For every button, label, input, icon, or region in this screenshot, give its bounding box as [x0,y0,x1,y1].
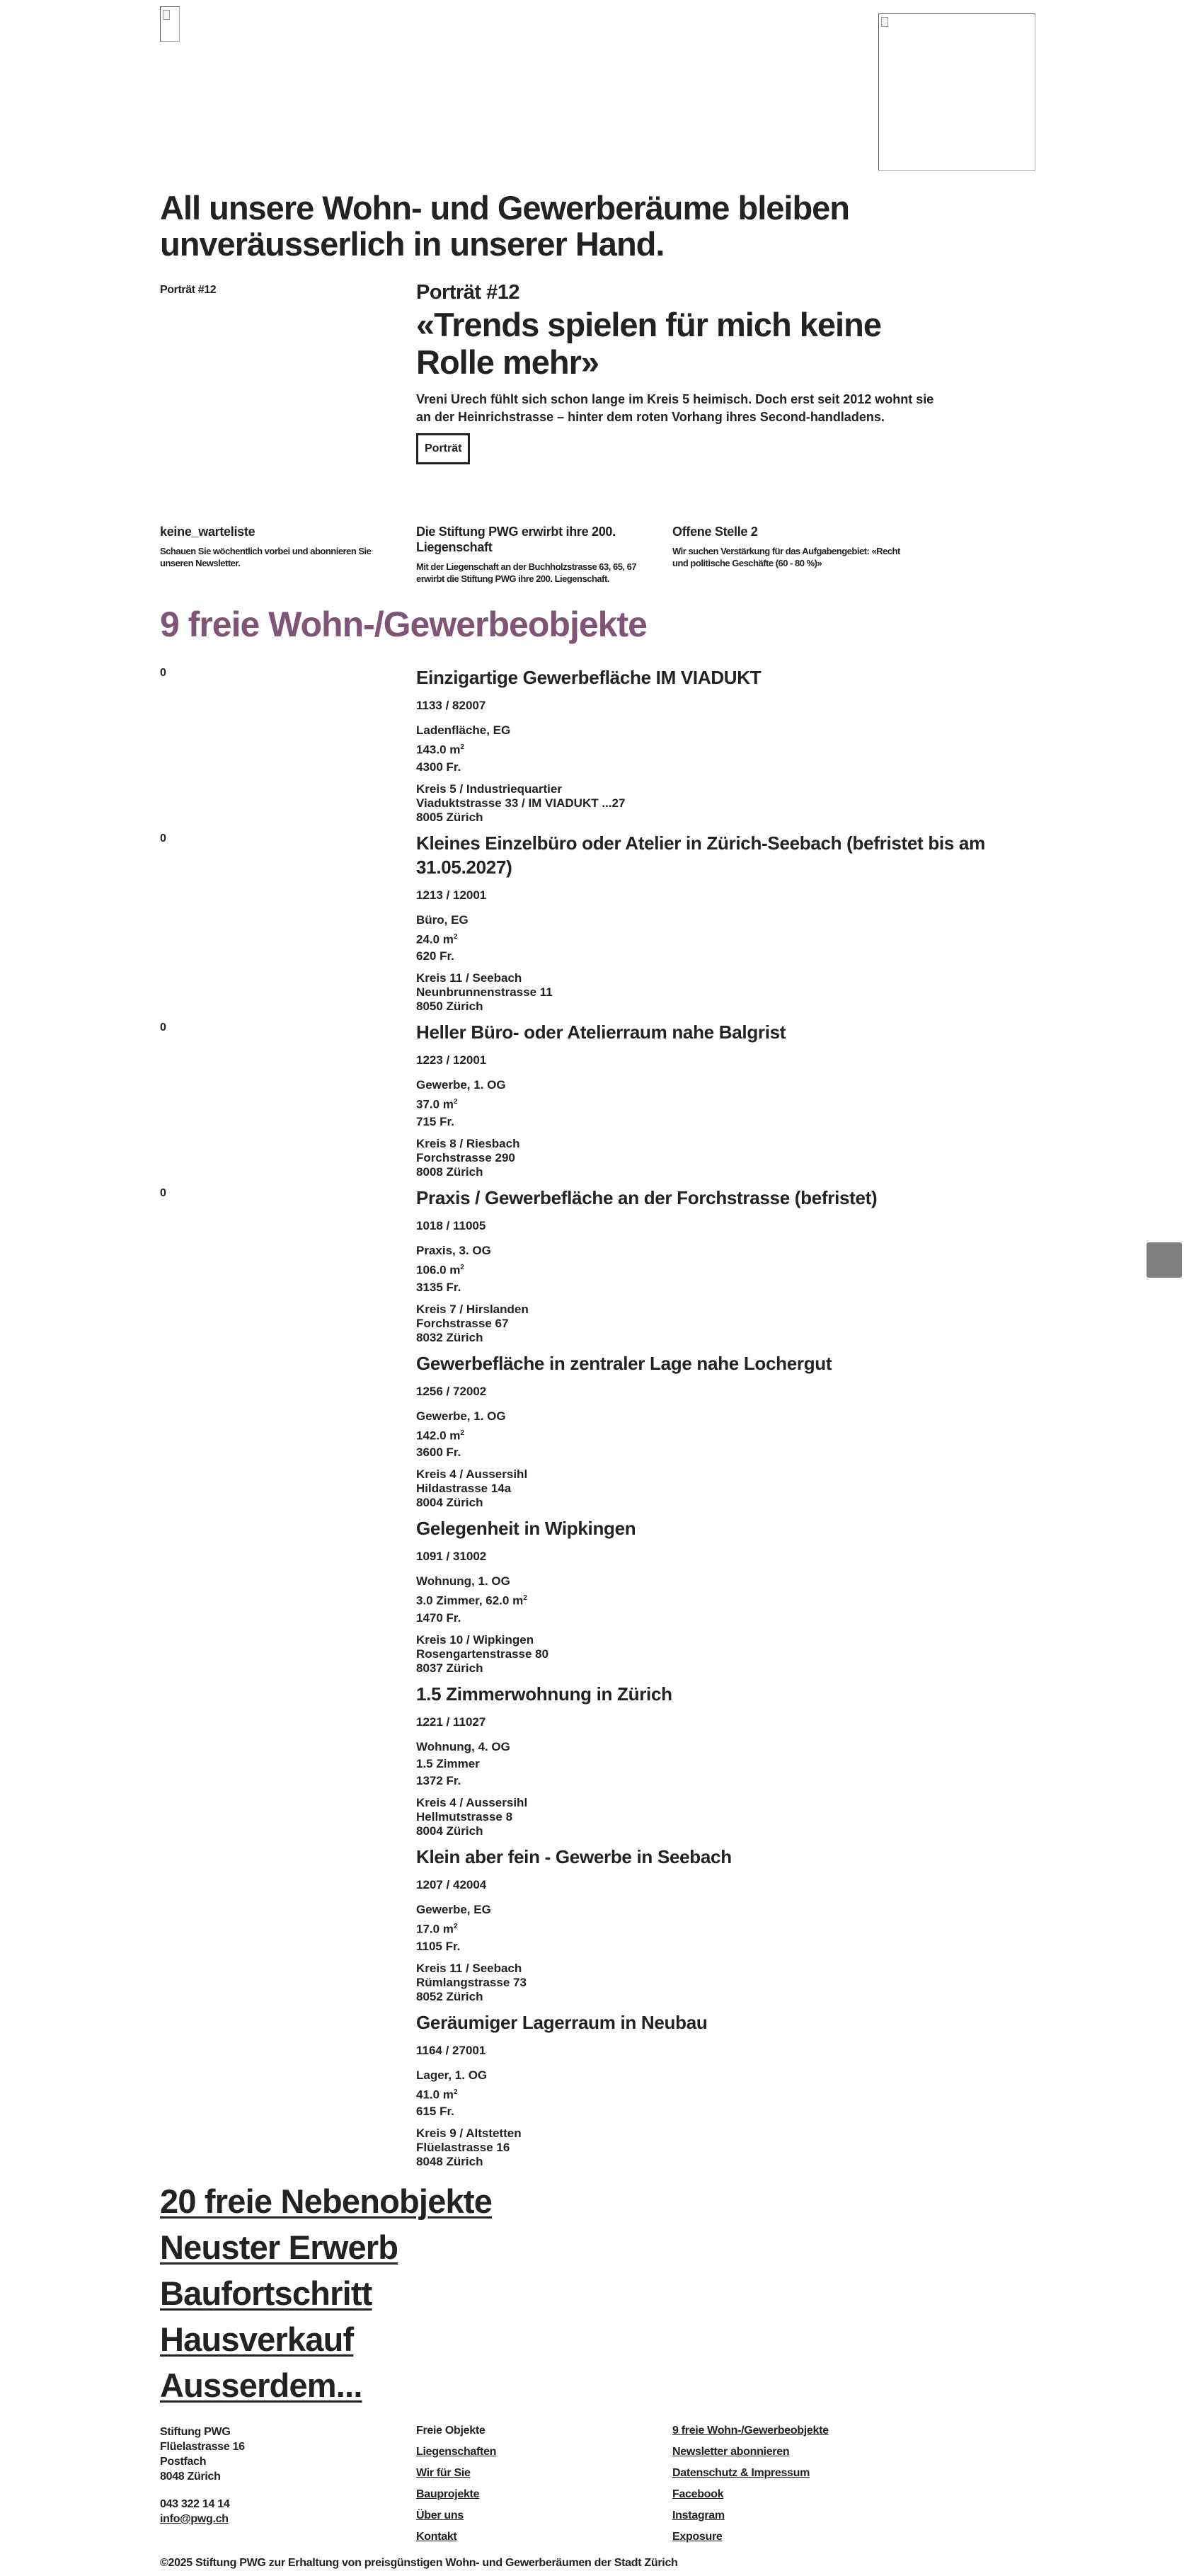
listing-size-value: 41.0 m [416,2088,454,2102]
listing-price: 615 Fr. [416,2105,454,2119]
listing-district: Kreis 11 / Seebach [416,971,522,985]
listing-size [416,1259,1080,1279]
listing-ref: 1164 / 27001 [416,2043,486,2057]
portrait-teaser [416,280,1025,464]
listing-size [416,2084,1080,2104]
link-nebenobjekte[interactable]: 20 freie Nebenobjekte [160,2182,493,2221]
listing-title[interactable]: Einzigartige Gewerbefläche IM VIADUKT [416,667,762,688]
footer-org: Stiftung PWG [160,2426,231,2438]
listing-size [416,1918,1080,1938]
listing-size [416,1590,1080,1610]
footer-link-kontakt[interactable]: Kontakt [416,2531,457,2543]
page-headline: All unsere Wohn- und Gewerberäume bleiben unveräusserlich in unserer Hand. [160,189,850,263]
listing-price: 1105 Fr. [416,1939,461,1953]
broken-image-icon [881,17,888,27]
listing-size-unit-exp: 2 [460,1429,464,1437]
listing-item[interactable] [160,1020,1080,1186]
teaser-text: Schauen Sie wöchentlich vorbei und abonnieren Sie unseren Newsletter. [160,546,372,568]
listing-city: 8052 Zürich [416,1989,483,2003]
portrait-label: Porträt #12 [160,284,217,296]
logo-broken-image[interactable] [160,6,180,42]
listing-size-unit-exp: 2 [523,1594,527,1603]
footer-address [160,2425,245,2526]
listing-type: Wohnung, 1. OG [416,1574,510,1588]
listing-item[interactable] [160,1682,1080,1845]
teaser-text: Wir suchen Verstärkung für das Aufgabengebiet: «Recht und politische Geschäfte (60 - 80 %)» [672,546,900,568]
listing-size-value: 17.0 m [416,1922,454,1936]
teaser-job[interactable] [672,524,917,569]
portrait-kicker: Porträt #12 [416,281,520,304]
listing-price: 715 Fr. [416,1114,454,1128]
footer-link-datenschutz[interactable]: Datenschutz & Impressum [672,2467,810,2479]
listing-size-unit-exp: 2 [453,932,458,941]
listing-title[interactable]: Praxis / Gewerbefläche an der Forchstrasse (befristet) [416,1186,878,1208]
listing-size [416,1094,1080,1114]
listing-size-unit-exp: 2 [453,2088,458,2096]
listing-ref: 1221 / 11027 [416,1715,486,1729]
listing-item[interactable] [160,1516,1080,1682]
footer-links [672,2420,829,2548]
objects-heading: 9 freie Wohn-/Gewerbeobjekte [160,605,647,644]
listing-marker: 0 [160,667,166,679]
footer-link-liegenschaften[interactable]: Liegenschaften [416,2446,497,2458]
listing-item[interactable] [160,1351,1080,1517]
listing-size [416,929,1080,949]
footer-link-facebook[interactable]: Facebook [672,2488,724,2500]
listing-ref: 1133 / 82007 [416,699,486,712]
listing-district: Kreis 5 / Industriequartier [416,782,562,796]
listing-district: Kreis 8 / Riesbach [416,1136,520,1150]
listing-city: 8050 Zürich [416,1000,483,1014]
listing-street: Rümlangstrasse 73 [416,1975,527,1989]
teaser-title: Offene Stelle 2 [672,525,758,539]
listing-size-value: 106.0 m [416,1263,461,1277]
footer-email[interactable]: info@pwg.ch [160,2513,229,2525]
listing-size-value: 3.0 Zimmer, 62.0 m [416,1593,524,1608]
listing-district: Kreis 7 / Hirslanden [416,1302,529,1316]
listing-title[interactable]: Geräumiger Lagerraum in Neubau [416,2011,708,2033]
listing-size-unit-exp: 2 [453,1922,458,1930]
main-content [160,665,1080,2408]
big-links [160,2178,1080,2408]
listing-size-value: 1.5 Zimmer [416,1756,480,1770]
listing-size-value: 143.0 m [416,743,461,757]
listing-district: Kreis 4 / Aussersihl [416,1467,528,1482]
listing-city: 8004 Zürich [416,1496,483,1510]
listing-price: 4300 Fr. [416,760,461,774]
listing-city: 8037 Zürich [416,1661,483,1675]
link-hausverkauf[interactable]: Hausverkauf [160,2320,354,2359]
listing-ref: 1213 / 12001 [416,888,487,902]
listing-size-unit-exp: 2 [460,743,464,751]
portrait-button[interactable]: Porträt [416,433,470,464]
link-neuster-erwerb[interactable]: Neuster Erwerb [160,2228,398,2267]
listing-marker: 0 [160,1186,166,1199]
listing-marker: 0 [160,832,166,845]
listing-marker: 0 [160,1021,166,1034]
listing-type: Gewerbe, 1. OG [416,1078,506,1092]
listing-size [416,1425,1080,1445]
listing-size-unit-exp: 2 [453,1098,458,1106]
listing-size [416,1756,1080,1773]
header-broken-image [878,13,1035,171]
footer-link-instagram[interactable]: Instagram [672,2509,725,2521]
listing-type: Ladenfläche, EG [416,723,511,737]
listing-size-value: 37.0 m [416,1097,454,1111]
listing-street: Flüelastrasse 16 [416,2141,510,2155]
listing-title[interactable]: 1.5 Zimmerwohnung in Zürich [416,1683,672,1705]
listing-city: 8048 Zürich [416,2155,483,2169]
footer-link-objekte[interactable]: 9 freie Wohn-/Gewerbeobjekte [672,2425,829,2437]
footer-link-bauprojekte[interactable]: Bauprojekte [416,2488,480,2500]
listing-ref: 1256 / 72002 [416,1384,487,1398]
listing-city: 8004 Zürich [416,1824,483,1838]
footer-phone: 043 322 14 14 [160,2498,230,2510]
listing-type: Büro, EG [416,912,469,927]
listing-city: 8008 Zürich [416,1164,483,1179]
link-ausserdem[interactable]: Ausserdem... [160,2366,362,2405]
portrait-quote[interactable]: «Trends spielen für mich keine Rolle mehr» [416,306,881,381]
listing-item[interactable] [160,831,1080,1021]
listing-title[interactable]: Gewerbefläche in zentraler Lage nahe Lochergut [416,1352,832,1374]
listing-street: Viaduktstrasse 33 / IM VIADUKT ...27 [416,796,626,810]
listing-price: 1372 Fr. [416,1773,461,1787]
footer-nav-heading: Freie Objekte [416,2425,486,2437]
footer-pobox: Postfach [160,2456,207,2468]
teaser-newsletter[interactable] [160,524,401,569]
listing-district: Kreis 11 / Seebach [416,1961,522,1975]
listing-district: Kreis 4 / Aussersihl [416,1795,528,1809]
footer-link-wir-fuer-sie[interactable]: Wir für Sie [416,2467,471,2479]
listing-title[interactable]: Heller Büro- oder Atelierraum nahe Balgrist [416,1021,786,1043]
listing-street: Neunbrunnenstrasse 11 [416,985,553,1000]
footer-city: 8048 Zürich [160,2471,221,2483]
listing-street: Forchstrasse 67 [416,1316,509,1330]
listing-street: Forchstrasse 290 [416,1150,515,1164]
listing-ref: 1018 / 11005 [416,1218,486,1232]
teaser-text: Mit der Liegenschaft an der Buchholzstrasse 63, 65, 67 erwirbt die Stiftung PWG ihre 200. Liegenschaft. [416,561,637,584]
listing-item[interactable] [160,1845,1080,2010]
footer-nav [416,2420,496,2548]
listing-title[interactable]: Klein aber fein - Gewerbe in Seebach [416,1845,732,1867]
listing-type: Wohnung, 4. OG [416,1739,510,1753]
listing-size-value: 24.0 m [416,932,454,946]
listing-item[interactable] [160,2010,1080,2176]
listing-title[interactable]: Gelegenheit in Wipkingen [416,1518,636,1540]
portrait-lead: Vreni Urech fühlt sich schon lange im Kreis 5 heimisch. Doch erst seit 2012 wohnt sie an der Heinrichstrasse – hinter dem roten Vorhang ihres Second-handladens. [416,392,934,424]
footer-link-exposure[interactable]: Exposure [672,2531,723,2543]
listing-street: Hildastrasse 14a [416,1482,512,1496]
listing-item[interactable] [160,665,1080,831]
listing-price: 620 Fr. [416,949,454,963]
listing-item[interactable] [160,1186,1080,1351]
listing-price: 3600 Fr. [416,1446,461,1460]
listing-type: Praxis, 3. OG [416,1243,491,1257]
listing-street: Rosengartenstrasse 80 [416,1647,549,1661]
listing-ref: 1223 / 12001 [416,1053,487,1067]
listing-type: Gewerbe, EG [416,1902,491,1916]
listings [160,665,1080,2175]
listing-ref: 1091 / 31002 [416,1550,487,1564]
listing-size-unit-exp: 2 [460,1263,464,1271]
listing-ref: 1207 / 42004 [416,1877,487,1891]
footer-link-ueber-uns[interactable]: Über uns [416,2509,464,2521]
teaser-title: keine_warteliste [160,525,255,539]
listing-type: Gewerbe, 1. OG [416,1409,506,1423]
listing-title[interactable]: Kleines Einzelbüro oder Atelier in Zürich-Seebach (befristet bis am 31.05.2027) [416,832,985,878]
listing-district: Kreis 9 / Altstetten [416,2126,522,2141]
listing-price: 1470 Fr. [416,1610,461,1625]
teaser-acquisition[interactable] [416,524,660,585]
listing-district: Kreis 10 / Wipkingen [416,1632,534,1647]
listing-type: Lager, 1. OG [416,2068,488,2082]
listing-price: 3135 Fr. [416,1280,461,1294]
listing-city: 8032 Zürich [416,1330,483,1344]
listing-street: Hellmutstrasse 8 [416,1809,513,1824]
footer-link-newsletter[interactable]: Newsletter abonnieren [672,2446,790,2458]
listing-size-value: 142.0 m [416,1429,461,1443]
footer-street: Flüelastrasse 16 [160,2441,245,2453]
listing-size [416,739,1080,759]
teaser-title: Die Stiftung PWG erwirbt ihre 200. Liegenschaft [416,525,616,554]
side-widget-button[interactable] [1147,1242,1182,1278]
copyright: ©2025 Stiftung PWG zur Erhaltung von preisgünstigen Wohn- und Gewerberäumen der Stadt Zürich [160,2557,678,2569]
link-baufortschritt[interactable]: Baufortschritt [160,2274,372,2313]
broken-image-icon [163,10,170,20]
listing-city: 8005 Zürich [416,810,483,824]
